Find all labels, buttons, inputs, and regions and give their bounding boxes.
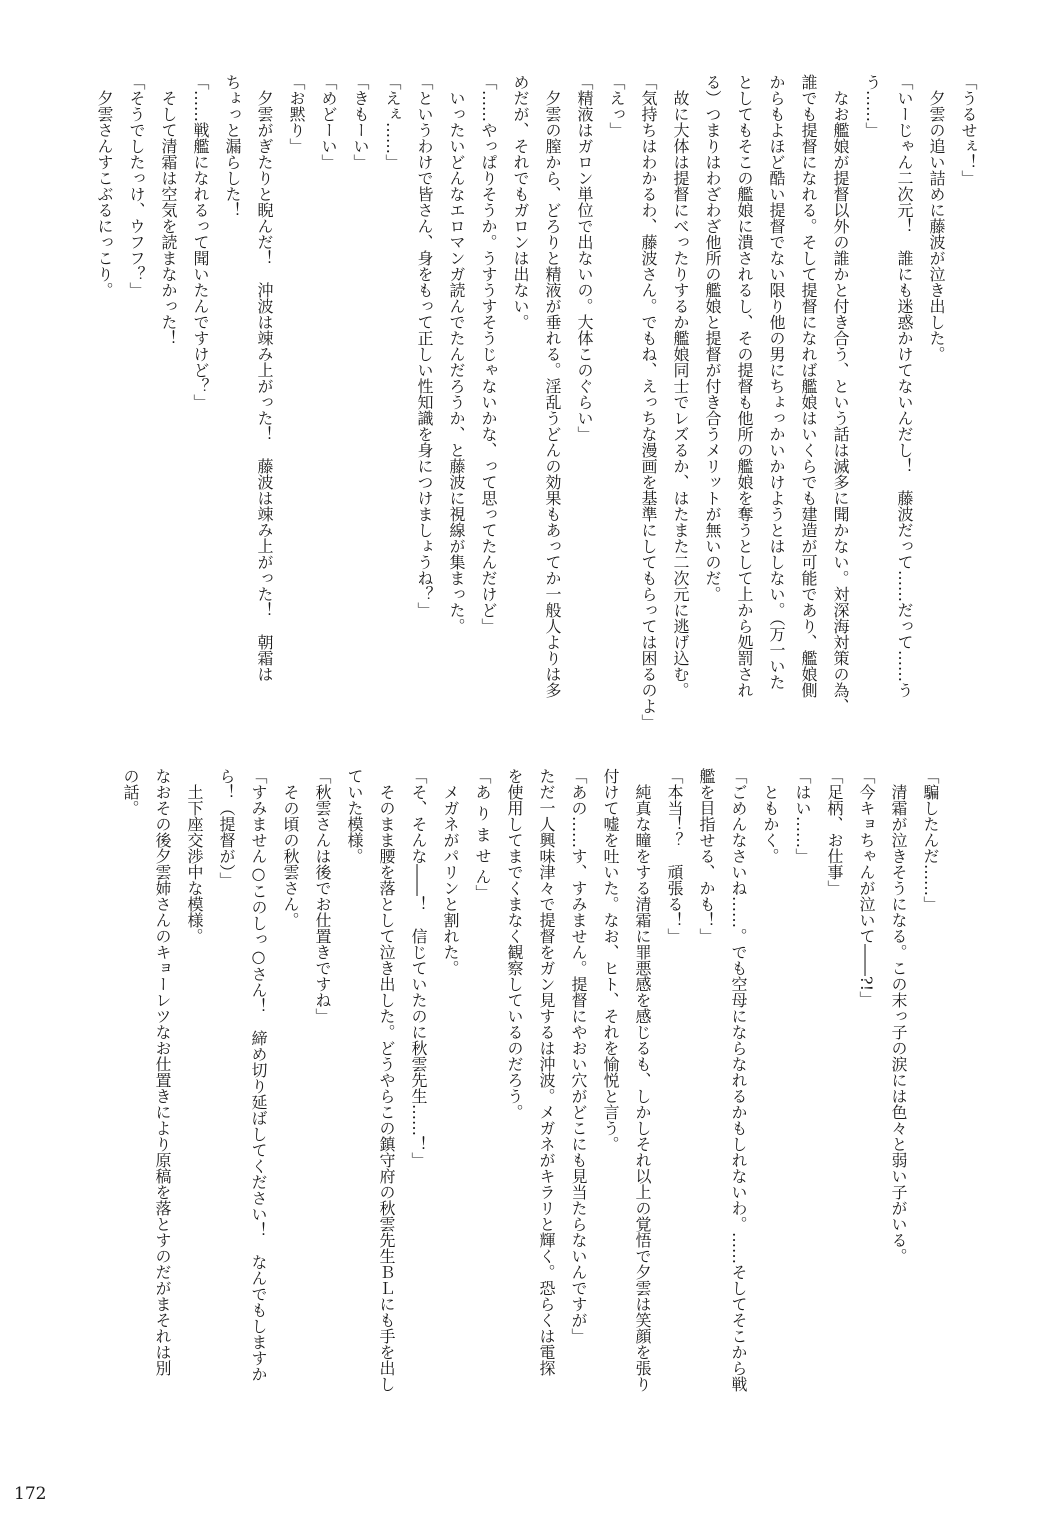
text-line: その頃の秋雲さん。 — [281, 768, 300, 928]
text-line: 「えっ」 — [607, 74, 626, 138]
text-line: 「騙したんだ……」 — [921, 768, 940, 912]
text-line: 「今キョちゃんが泣いて――?!」 — [857, 768, 876, 1008]
text-line: 夕雲がぎたりと睨んだ！ 沖波は竦み上がった！ 藤波は竦み上がった！ 朝霜は — [255, 74, 274, 682]
text-line: 清霜が泣きそうになる。この末っ子の涙には色々と弱い子がいる。 — [889, 768, 908, 1264]
upper-text-block — [88, 74, 984, 744]
text-line: 夕雲の追い詰めに藤波が泣き出した。 — [927, 74, 946, 362]
text-line: 純真な瞳をする清霜に罪悪感を感じるも、しかしそれ以上の覚悟で夕雲は笑顔を張り — [633, 768, 652, 1392]
text-line: ら！（提督が）」 — [217, 768, 236, 888]
text-line: メガネがパリンと割れた。 — [441, 768, 460, 976]
text-line: う……」 — [863, 74, 882, 138]
text-line: ていた模様。 — [345, 768, 364, 864]
text-line: 「うるせぇ！」 — [959, 74, 978, 186]
text-line: そのまま腰を落として泣き出した。どうやらこの鎮守府の秋雲先生ＢＬにも手を出し — [377, 768, 396, 1392]
text-line: る）つまりはわざわざ他所の艦娘と提督が付き合うメリットが無いのだ。 — [703, 74, 722, 602]
text-line: 故に大体は提督にべったりするか艦娘同士でレズるか、はたまた二次元に逃げ込む。 — [671, 74, 690, 698]
text-line: そして清霜は空気を読まなかった！ — [159, 74, 178, 346]
text-line: からもよほど酷い提督でない限り他の男にちょっかいかけようとはしない。（万一いた — [767, 74, 786, 690]
text-line: 誰でも提督になれる。そして提督になれば艦娘はいくらでも建造が可能であり、艦娘側 — [799, 74, 818, 698]
text-line: としてもそこの艦娘に潰されるし、その提督も他所の艦娘を奪うとして上から処罰され — [735, 74, 754, 698]
text-line: 「……戦艦になれるって聞いたんですけど？」 — [191, 74, 210, 410]
text-line: 「めどーい」 — [319, 74, 338, 170]
text-line: 「精液はガロン単位で出ないの。大体このぐらい」 — [575, 74, 594, 442]
text-line: 夕雲さんすこぶるにっこり。 — [95, 74, 114, 298]
text-line: 夕雲の膣から、どろりと精液が垂れる。淫乱うどんの効果もあってか一般人よりは多 — [543, 74, 562, 698]
text-line: 艦を目指せる、かも！」 — [697, 768, 716, 944]
text-line: 「……やっぱりそうか。うすうすそうじゃないかな、って思ってたんだけど」 — [479, 74, 498, 634]
text-line: 「秋雲さんは後でお仕置きですね」 — [313, 768, 332, 1024]
text-line: 「そうでしたっけ、ウフフ？」 — [127, 74, 146, 298]
page-number: 172 — [14, 1484, 47, 1504]
lower-text-block — [114, 768, 946, 1458]
text-line: なおその後夕雲姉さんのキョーレツなお仕置きにより原稿を落とすのだがまそれは別 — [153, 768, 172, 1376]
text-line: 「えぇ……」 — [383, 74, 402, 170]
text-line: ちょっと漏らした！ — [223, 74, 242, 218]
text-line: 「気持ちはわかるわ、藤波さん。でもね、えっちな漫画を基準にしてもらっては困るのよ」 — [639, 74, 658, 730]
text-line: 付けて嘘を吐いた。なお、ヒト、それを愉悦と言う。 — [601, 768, 620, 1152]
text-line: 「あの……す、すみません。提督にやおい穴がどこにも見当たらないんですが」 — [569, 768, 588, 1344]
text-line: 「いーじゃん二次元！ 誰にも迷惑かけてないんだし！ 藤波だって……だって……う — [895, 74, 914, 698]
text-line: 「はい……」 — [793, 768, 812, 864]
text-line: 「きもーい」 — [351, 74, 370, 170]
text-line: なお艦娘が提督以外の誰かと付き合う、という話は滅多に聞かない。対深海対策の為、 — [831, 74, 850, 714]
text-line: 土下座交渉中な模様。 — [185, 768, 204, 944]
text-line: 「足柄、お仕事」 — [825, 768, 844, 896]
text-line: 「そ、そんな――！ 信じていたのに秋雲先生……！」 — [409, 768, 428, 1168]
text-line: いったいどんなエロマンガ読んでたんだろうか、と藤波に視線が集まった。 — [447, 74, 466, 634]
text-line: ともかく。 — [761, 768, 780, 864]
text-line: ただ一人興味津々で提督をガン見するは沖波。メガネがキラリと輝く。恐らくは電探 — [537, 768, 556, 1376]
text-line: 「ごめんなさいね……。でも空母にならなれるかもしれないわ。……そしてそこから戦 — [729, 768, 748, 1392]
text-line: 「すみません○このしっ○さん！ 締め切り延ばしてください！ なんでもしますか — [249, 768, 268, 1382]
text-line: 「あ り ま せ ん」 — [473, 768, 492, 901]
text-line: 「というわけで皆さん、身をもって正しい性知識を身につけましょうね？」 — [415, 74, 434, 618]
text-line: の話。 — [121, 768, 140, 816]
text-line: を使用してまでくまなく観察しているのだろう。 — [505, 768, 524, 1120]
text-line: めだが、それでもガロンは出ない。 — [511, 74, 530, 330]
text-line: 「本当！？ 頑張る！」 — [665, 768, 684, 944]
text-line: 「お黙り」 — [287, 74, 306, 154]
